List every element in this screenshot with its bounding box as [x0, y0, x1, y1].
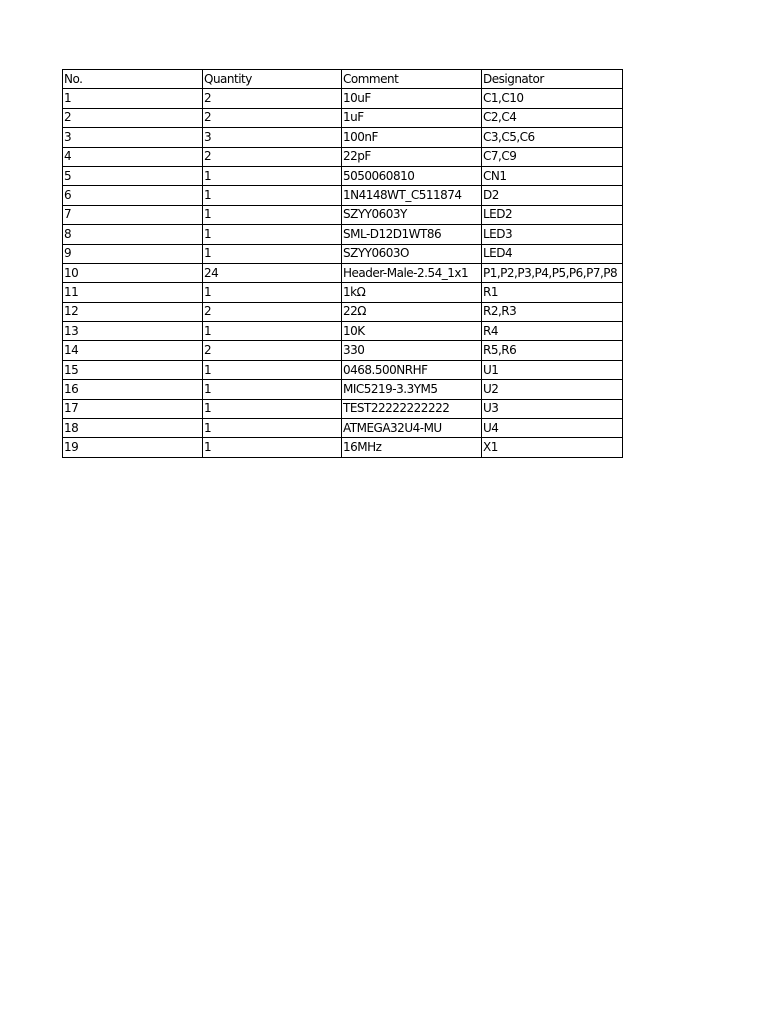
cell-comment: 100nF	[342, 128, 482, 147]
table-row	[63, 128, 623, 147]
cell-quantity: 1	[203, 283, 342, 302]
table-row	[63, 322, 623, 341]
cell-quantity: 24	[203, 263, 342, 282]
cell-quantity: 2	[203, 108, 342, 127]
cell-quantity: 2	[203, 147, 342, 166]
table-row	[63, 147, 623, 166]
cell-comment: MIC5219-3.3YM5	[342, 380, 482, 399]
cell-no: 19	[63, 438, 203, 457]
cell-comment: SML-D12D1WT86	[342, 225, 482, 244]
header-quantity: Quantity	[203, 70, 342, 89]
cell-no: 10	[63, 263, 203, 282]
table-row	[63, 302, 623, 321]
cell-designator: C1,C10	[482, 89, 623, 108]
table-row	[63, 186, 623, 205]
cell-comment: 22pF	[342, 147, 482, 166]
cell-designator: U4	[482, 419, 623, 438]
cell-quantity: 3	[203, 128, 342, 147]
table-row	[63, 341, 623, 360]
cell-no: 17	[63, 399, 203, 418]
cell-comment: 0468.500NRHF	[342, 360, 482, 379]
cell-designator: U2	[482, 380, 623, 399]
cell-quantity: 2	[203, 89, 342, 108]
cell-no: 5	[63, 166, 203, 185]
table-row	[63, 108, 623, 127]
cell-designator: R5,R6	[482, 341, 623, 360]
table-row	[63, 244, 623, 263]
cell-no: 3	[63, 128, 203, 147]
cell-designator: LED2	[482, 205, 623, 224]
cell-no: 13	[63, 322, 203, 341]
cell-comment: 10uF	[342, 89, 482, 108]
cell-comment: 16MHz	[342, 438, 482, 457]
cell-quantity: 1	[203, 380, 342, 399]
cell-designator: U1	[482, 360, 623, 379]
cell-designator: LED4	[482, 244, 623, 263]
cell-designator: U3	[482, 399, 623, 418]
cell-comment: Header-Male-2.54_1x1	[342, 263, 482, 282]
cell-no: 16	[63, 380, 203, 399]
cell-no: 14	[63, 341, 203, 360]
cell-designator: C2,C4	[482, 108, 623, 127]
table-row	[63, 166, 623, 185]
cell-comment: TEST22222222222	[342, 399, 482, 418]
cell-comment: SZYY0603Y	[342, 205, 482, 224]
cell-designator: P1,P2,P3,P4,P5,P6,P7,P8	[482, 263, 623, 282]
cell-designator: C7,C9	[482, 147, 623, 166]
cell-comment: 1N4148WT_C511874	[342, 186, 482, 205]
cell-no: 18	[63, 419, 203, 438]
cell-quantity: 1	[203, 419, 342, 438]
cell-quantity: 2	[203, 302, 342, 321]
cell-designator: D2	[482, 186, 623, 205]
cell-comment: SZYY0603O	[342, 244, 482, 263]
cell-no: 8	[63, 225, 203, 244]
header-comment: Comment	[342, 70, 482, 89]
header-row	[63, 70, 623, 89]
cell-quantity: 2	[203, 341, 342, 360]
cell-comment: 330	[342, 341, 482, 360]
table-row	[63, 89, 623, 108]
cell-designator: X1	[482, 438, 623, 457]
table-row	[63, 205, 623, 224]
cell-comment: 1uF	[342, 108, 482, 127]
cell-designator: R2,R3	[482, 302, 623, 321]
cell-designator: R1	[482, 283, 623, 302]
cell-no: 9	[63, 244, 203, 263]
cell-quantity: 1	[203, 166, 342, 185]
cell-no: 2	[63, 108, 203, 127]
cell-designator: R4	[482, 322, 623, 341]
cell-comment: 5050060810	[342, 166, 482, 185]
cell-no: 7	[63, 205, 203, 224]
header-designator: Designator	[482, 70, 623, 89]
cell-designator: LED3	[482, 225, 623, 244]
cell-quantity: 1	[203, 399, 342, 418]
cell-quantity: 1	[203, 205, 342, 224]
cell-comment: 22Ω	[342, 302, 482, 321]
table-row	[63, 225, 623, 244]
cell-comment: 1kΩ	[342, 283, 482, 302]
cell-no: 4	[63, 147, 203, 166]
cell-quantity: 1	[203, 186, 342, 205]
cell-no: 6	[63, 186, 203, 205]
cell-designator: CN1	[482, 166, 623, 185]
table-row	[63, 263, 623, 282]
bom-table	[62, 69, 623, 458]
cell-designator: C3,C5,C6	[482, 128, 623, 147]
cell-quantity: 1	[203, 360, 342, 379]
table-row	[63, 380, 623, 399]
cell-no: 11	[63, 283, 203, 302]
table-row	[63, 438, 623, 457]
cell-quantity: 1	[203, 225, 342, 244]
table-row	[63, 360, 623, 379]
cell-no: 12	[63, 302, 203, 321]
table-row	[63, 419, 623, 438]
table-row	[63, 283, 623, 302]
cell-quantity: 1	[203, 322, 342, 341]
cell-comment: 10K	[342, 322, 482, 341]
cell-quantity: 1	[203, 438, 342, 457]
table-row	[63, 399, 623, 418]
cell-no: 15	[63, 360, 203, 379]
cell-no: 1	[63, 89, 203, 108]
cell-quantity: 1	[203, 244, 342, 263]
header-no: No.	[63, 70, 203, 89]
bom-body	[63, 89, 623, 457]
cell-comment: ATMEGA32U4-MU	[342, 419, 482, 438]
